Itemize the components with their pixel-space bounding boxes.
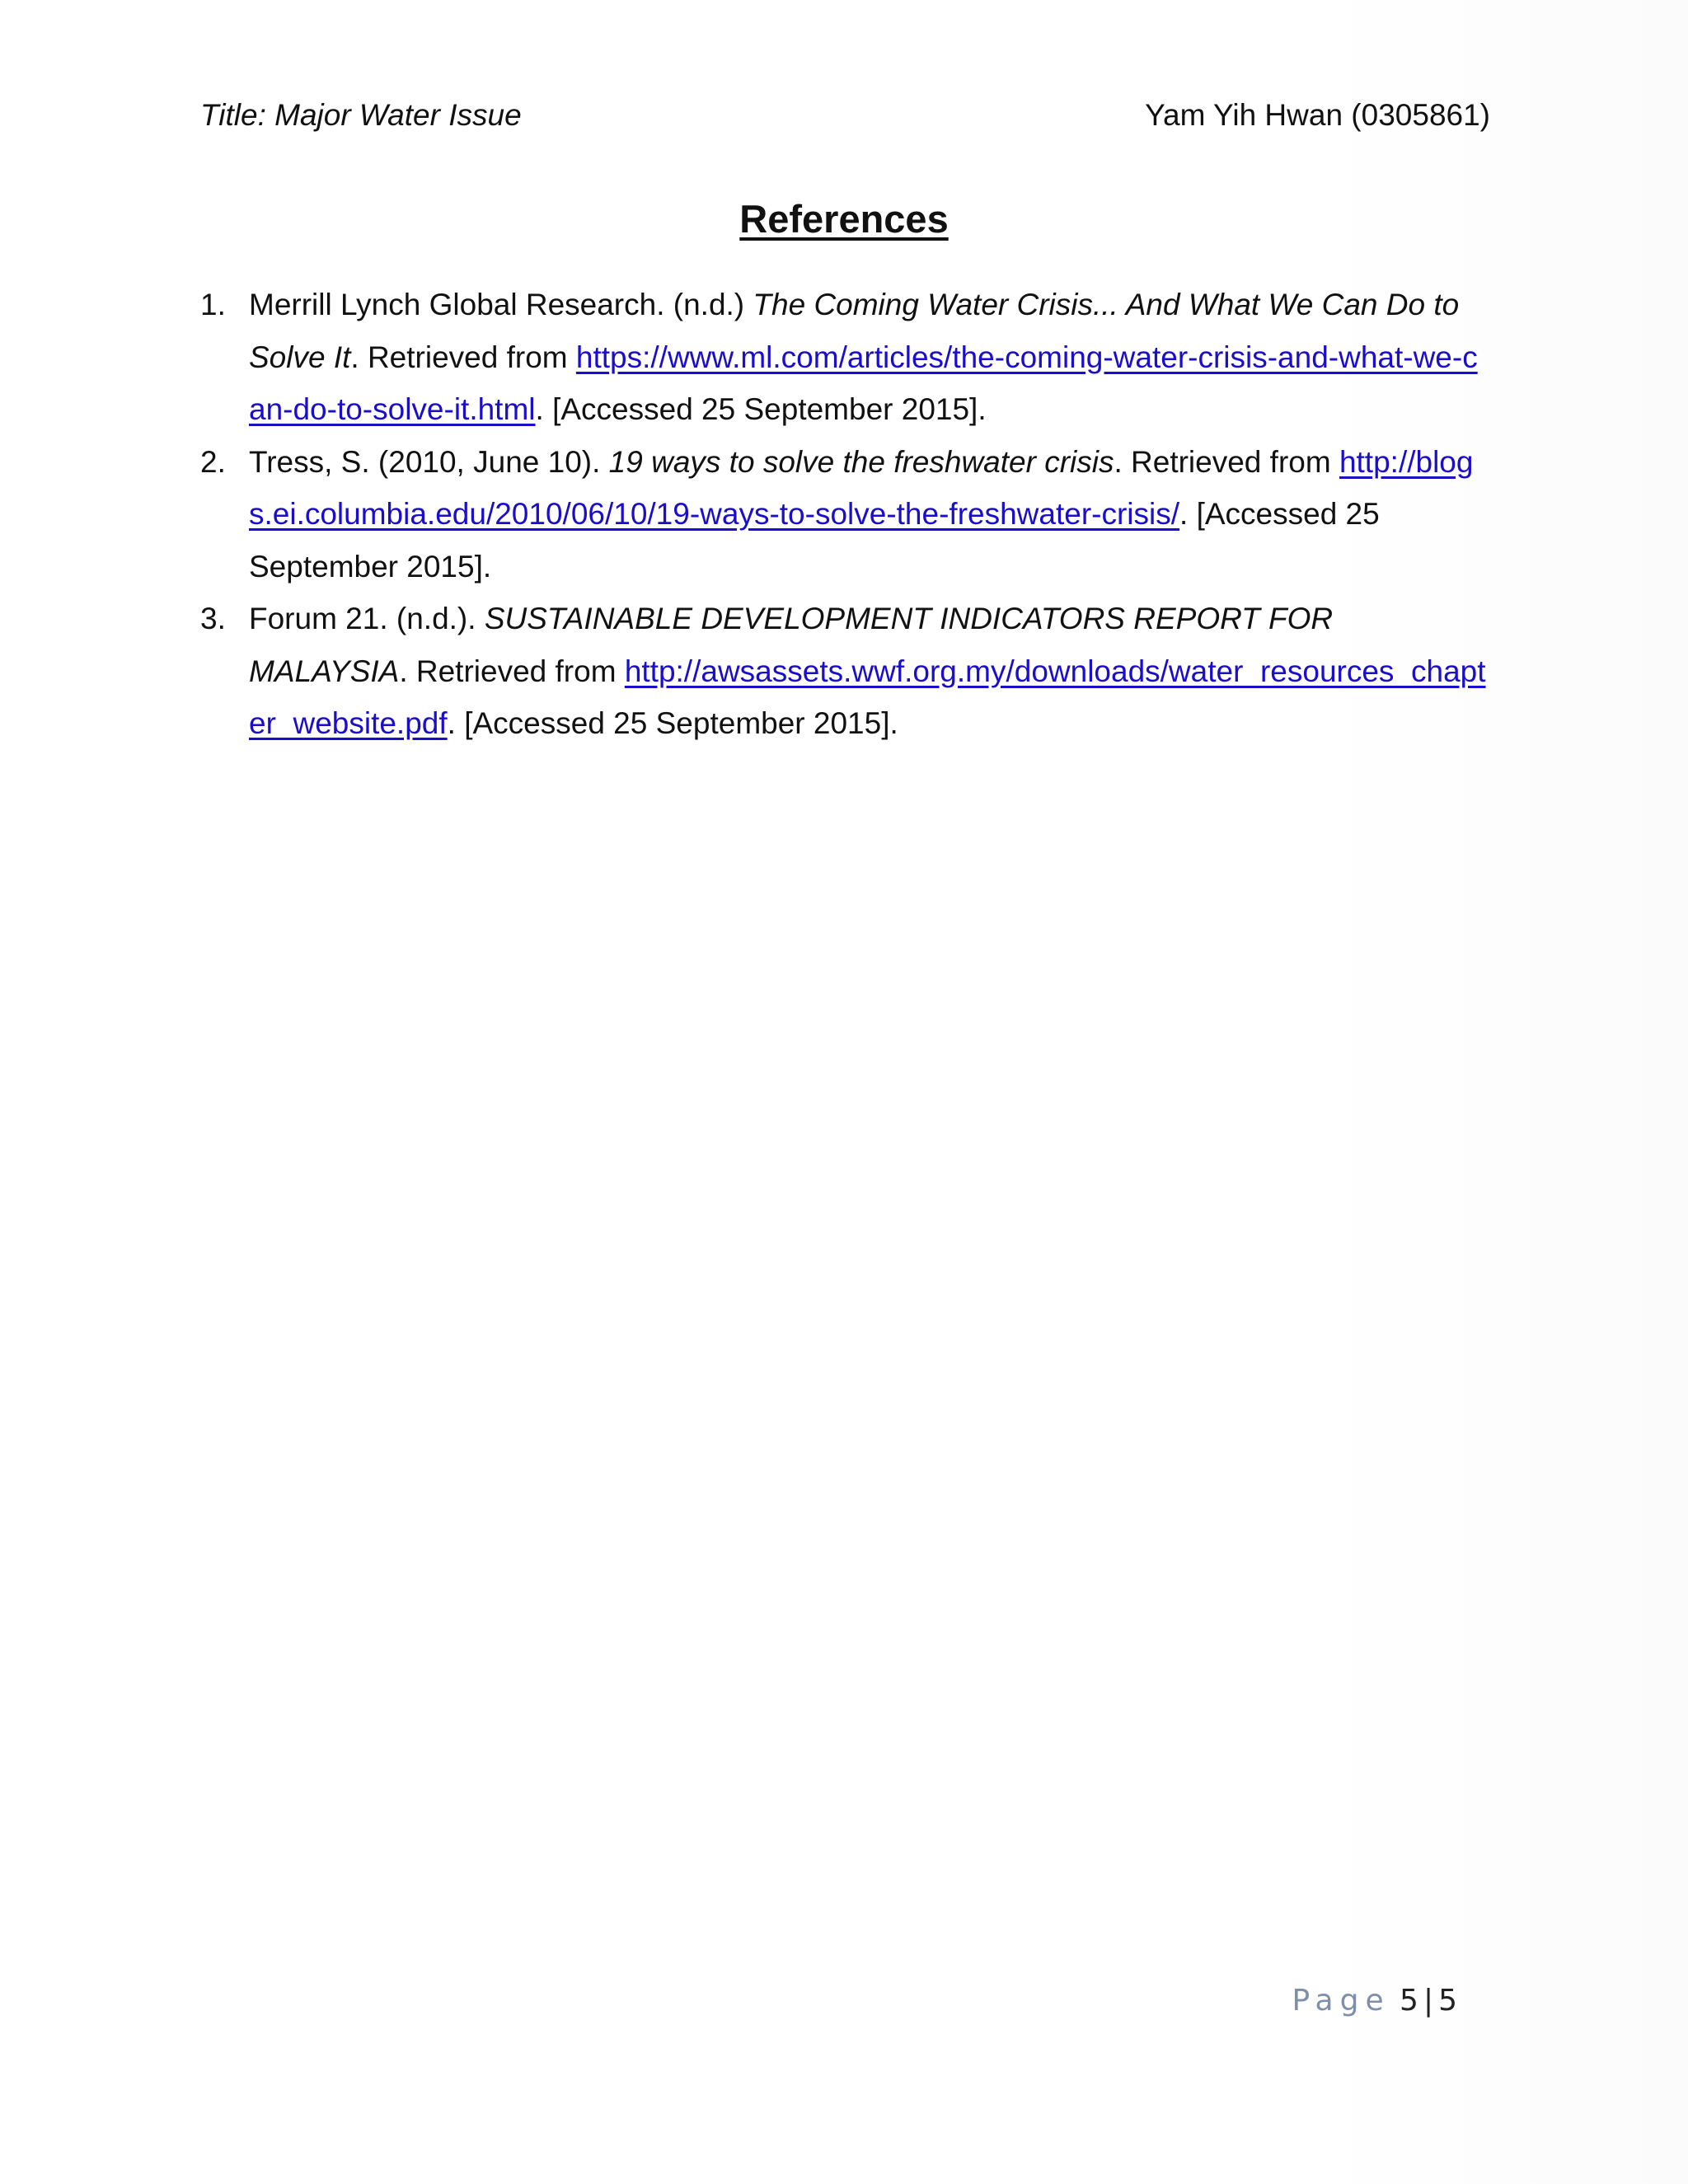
current-page: 5 [1400, 1984, 1418, 2018]
reference-link[interactable]: http://awsassets.wwf.org.my/downloads/water_resources_chapter_website.pdf [249, 654, 1486, 740]
reference-text [249, 593, 1494, 750]
reference-retrieved: . Retrieved from [399, 654, 625, 688]
reference-author: Tress, S. (2010, June 10). [249, 444, 609, 479]
reference-number: 1. [200, 288, 226, 321]
reference-title: SUSTAINABLE DEVELOPMENT INDICATORS REPORT FOR MALAYSIA [249, 602, 1334, 688]
reference-title: 19 ways to solve the freshwater crisis [608, 444, 1114, 479]
reference-author: Forum 21. (n.d.). [249, 602, 485, 635]
reference-number: 2. [200, 444, 226, 479]
reference-title: The Coming Water Crisis... And What We Can Do to Solve It [249, 288, 1460, 374]
reference-retrieved: . Retrieved from [1114, 444, 1339, 479]
reference-accessed: . [Accessed 25 September 2015]. [535, 392, 987, 426]
reference-item-2 [200, 436, 1494, 593]
reference-list [200, 279, 1494, 750]
reference-item-3 [200, 593, 1494, 750]
reference-accessed: . [Accessed 25 September 2015]. [249, 497, 1380, 583]
total-pages: 5 [1438, 1984, 1457, 2018]
page-title: References [739, 197, 949, 241]
header-title: Title: Major Water Issue [200, 98, 522, 132]
reference-text [249, 279, 1494, 436]
reference-item-1 [200, 279, 1494, 436]
reference-text [249, 436, 1494, 593]
page-label: Page [1292, 1984, 1390, 2018]
reference-link[interactable]: http://blogs.ei.columbia.edu/2010/06/10/19-ways-to-solve-the-freshwater-crisis/ [249, 444, 1474, 531]
reference-accessed: . [Accessed 25 September 2015]. [447, 706, 898, 740]
header-author: Yam Yih Hwan (0305861) [1145, 98, 1490, 132]
reference-author: Merrill Lynch Global Research. (n.d.) [249, 288, 753, 321]
reference-retrieved: . Retrieved from [350, 340, 576, 374]
page-number [1292, 1981, 1457, 2021]
reference-link[interactable]: https://www.ml.com/articles/the-coming-water-crisis-and-what-we-can-do-to-solve-it.html [249, 340, 1478, 426]
page-separator: | [1423, 1984, 1434, 2018]
reference-number: 3. [200, 602, 226, 635]
